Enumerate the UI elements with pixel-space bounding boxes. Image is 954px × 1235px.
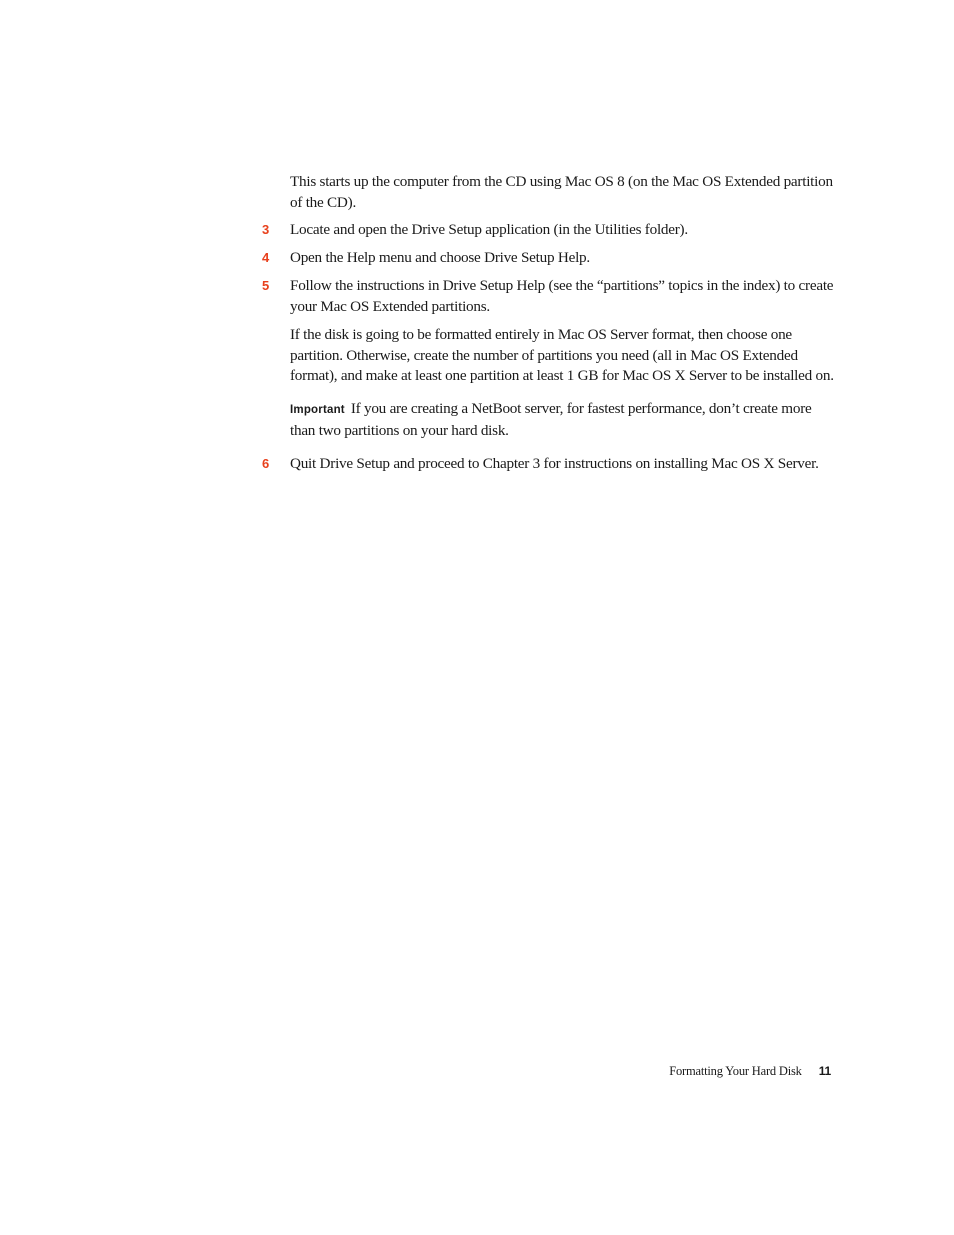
intro-paragraph: This starts up the computer from the CD using Mac OS 8 (on the Mac OS Extended partition of the CD). [290,173,833,211]
important-note [290,399,835,441]
step-5-detail-paragraph: If the disk is going to be formatted entirely in Mac OS Server format, then choose one partition. Otherwise, create the number of partitions you need (all in Mac OS Extended format), and make at least one partition at least 1 GB for Mac OS X Server to be installed on. [290,326,834,384]
step-text: Locate and open the Drive Setup application (in the Utilities folder). [290,221,688,238]
step-text: Follow the instructions in Drive Setup Help (see the “partitions” topics in the index) to create your Mac OS Extended partitions. [290,277,834,315]
important-text: If you are creating a NetBoot server, for fastest performance, don’t create more than two partitions on your hard disk. [290,400,812,439]
footer-section-title: Formatting Your Hard Disk [669,1064,802,1078]
page-footer [600,1062,831,1080]
step-number: 5 [262,278,270,293]
step-text: Quit Drive Setup and proceed to Chapter 3 for instructions on installing Mac OS X Server. [290,455,819,472]
step-number: 3 [262,222,270,237]
page-number: 11 [818,1064,831,1078]
step-number: 6 [262,456,270,471]
step-text: Open the Help menu and choose Drive Setup Help. [290,249,590,266]
step-number: 4 [262,250,270,265]
important-label: Important [290,404,345,416]
